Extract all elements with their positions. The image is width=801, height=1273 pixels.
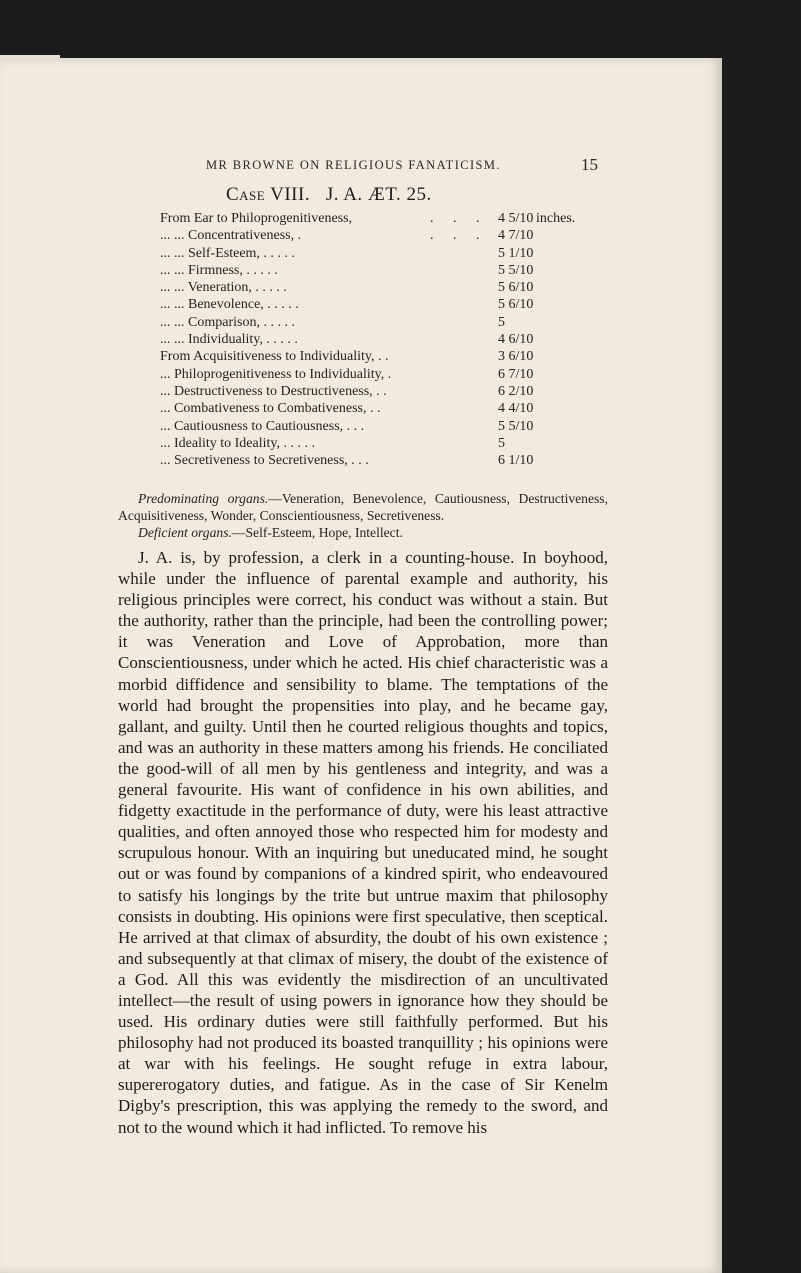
measurement-row [160, 366, 605, 383]
measurement-value: 5 1/10 [498, 245, 534, 261]
measurement-row [160, 400, 605, 417]
predominating-label: Predominating organs. [138, 491, 269, 506]
measurement-value: 5 6/10 [498, 280, 534, 296]
measurement-value: 5 6/10 [498, 297, 534, 313]
measurement-label: ... ... Concentrativeness, . [160, 228, 302, 244]
running-title: MR BROWNE ON RELIGIOUS FANATICISM. [206, 158, 501, 172]
page-number: 15 [581, 155, 598, 174]
predominating-text: —Veneration, Benevolence, Cautiousness, Destructiveness, Acquisitiveness, Wonder, Conscientiousness, Secretiveness. [118, 491, 608, 523]
case-subject: J. A. ÆT. 25. [325, 184, 432, 205]
measurement-row [160, 227, 605, 244]
measurement-row [160, 418, 605, 435]
measurement-row [160, 331, 605, 348]
measurement-row [160, 452, 605, 469]
measurements-table [160, 210, 605, 469]
measurement-value: 5 5/10 [498, 262, 534, 278]
measurement-value: 4 6/10 [498, 332, 534, 348]
measurement-label: ... Destructiveness to Destructiveness, . . [160, 383, 387, 399]
measurement-value: 5 5/10 [498, 418, 534, 434]
measurement-value: 5 [498, 435, 505, 451]
measurement-label: ... Ideality to Ideality, . . . . . [160, 435, 315, 451]
deficient-text: —Self-Esteem, Hope, Intellect. [231, 525, 403, 540]
measurement-row [160, 279, 605, 296]
organs-summary [118, 490, 608, 541]
body-paragraph: J. A. is, by profession, a clerk in a counting-house. In boyhood, while under the influence of parental example and authority, his religious principles were correct, his conduct was without a stain. But the authority, rather than the principle, had been the controlling power; it was Veneration and Love of Approbation, more than Conscientiousness, under which he acted. His chief characteristic was a morbid diffidence and sensibility to blame. The temptations of the world had brought the propensities into play, and he became gay, gallant, and guilty. Until then he courted religious thoughts and topics, and was an authority in these matters among his friends. He conciliated the good-will of all men by his gentleness and integrity, and was a general favourite. His want of confidence in his own abilities, and fidgetty exactitude in the performance of duty, were his least attractive qualities, and often annoyed those who respected him for modesty and scrupulous honour. With an inquiring but uneducated mind, he sought out or was found by companions of a kindred spirit, who endeavoured to satisfy his longings by the trite but untrue maxim that philosophy consists in doubting. His opinions were first speculative, then sceptical. He arrived at that climax of absurdity, the doubt of his own existence ; and subsequently at that climax of misery, the doubt of the existence of a God. All this was evidently the misdirection of an uncultivated intellect—the result of using powers in ignorance how they should be used. His ordinary duties were still faithfully performed. But his philosophy had not produced its boasted tranquillity ; his opinions were at war with his feelings. He sought refuge in extra labour, supererogatory duties, and fatigue. As in the case of Sir Kenelm Digby's prescription, this was applying the remedy to the sword, and not to the wound which it had inflicted. To remove his [118, 548, 608, 1137]
measurement-label: ... ... Comparison, . . . . . [160, 314, 295, 330]
measurement-label: From Acquisitiveness to Individuality, . . [160, 349, 389, 365]
measurement-value: 3 6/10 [498, 349, 534, 365]
measurement-row [160, 435, 605, 452]
measurement-label: ... ... Firmness, . . . . . [160, 262, 278, 278]
measurement-label: ... ... Self-Esteem, . . . . . [160, 245, 295, 261]
measurement-row [160, 262, 605, 279]
measurement-label: ... Philoprogenitiveness to Individuality, . [160, 366, 392, 382]
measurement-label: ... Combativeness to Combativeness, . . [160, 401, 381, 417]
measurement-row [160, 383, 605, 400]
measurement-row [160, 296, 605, 313]
running-header [206, 155, 598, 174]
measurement-label: ... ... Veneration, . . . . . [160, 280, 287, 296]
measurement-label: ... ... Individuality, . . . . . [160, 332, 298, 348]
measurement-label: ... ... Benevolence, . . . . . [160, 297, 299, 313]
case-label: Case VIII. [226, 184, 311, 205]
measurement-label: ... Secretiveness to Secretiveness, . . . [160, 453, 369, 469]
measurement-leader: . . . [430, 228, 488, 244]
measurement-row [160, 210, 605, 227]
measurement-unit: inches. [536, 211, 576, 226]
measurement-value: 4 5/10 [498, 211, 534, 226]
measurement-value: 4 4/10 [498, 401, 534, 417]
measurement-value: 4 7/10 [498, 228, 534, 244]
measurement-row [160, 348, 605, 365]
measurement-row [160, 314, 605, 331]
measurement-row [160, 245, 605, 262]
measurement-value: 6 2/10 [498, 383, 534, 399]
measurement-label: From Ear to Philoprogenitiveness, [160, 211, 353, 226]
measurement-leader: . . . [430, 211, 488, 226]
measurement-value: 6 7/10 [498, 366, 534, 382]
deficient-label: Deficient organs. [138, 525, 232, 540]
case-title [226, 184, 432, 206]
measurement-label: ... Cautiousness to Cautiousness, . . . [160, 418, 365, 434]
measurement-value: 6 1/10 [498, 453, 534, 469]
measurement-value: 5 [498, 314, 505, 330]
